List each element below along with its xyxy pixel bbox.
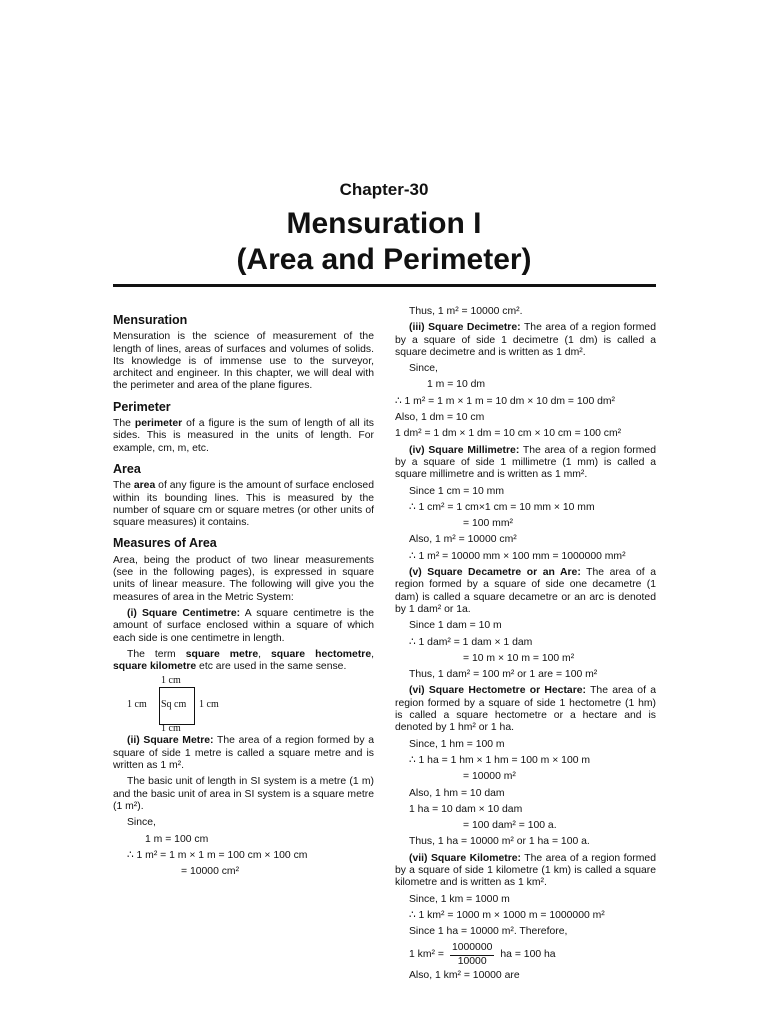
- math-line: 1 ha = 10 dam × 10 dam: [409, 803, 523, 815]
- heading-perimeter: Perimeter: [113, 399, 171, 414]
- math-line: Also, 1 dm = 10 cm: [395, 412, 485, 424]
- para-measures: Area, being the product of two linear measurements (see in the following pages), is expressed in square units of linear measure. The following will give you the measures of area in the Metric System:: [113, 554, 374, 603]
- math-line: ∴ 1 m² = 10000 mm × 100 mm = 1000000 mm²: [409, 550, 626, 562]
- diagram-label-inside: Sq cm: [161, 699, 187, 711]
- math-line: ∴ 1 cm² = 1 cm×1 cm = 10 mm × 10 mm: [409, 501, 595, 513]
- math-line: Since,: [127, 817, 156, 829]
- para-area: The area of any figure is the amount of surface enclosed within its bounding lines. This is measured by the number of square cm or square metres (or other units of square measures) it contains.: [113, 480, 374, 529]
- math-line: Since 1 ha = 10000 m². Therefore,: [409, 926, 568, 938]
- math-line: ∴ 1 m² = 1 m × 1 m = 100 cm × 100 cm: [127, 849, 308, 861]
- math-line: = 100 mm²: [463, 518, 513, 530]
- chapter-number: Chapter-30: [339, 180, 429, 199]
- math-line: Since, 1 km = 1000 m: [409, 893, 510, 905]
- math-line: 1 dm² = 1 dm × 1 dm = 10 cm × 10 cm = 100 cm²: [395, 428, 622, 440]
- fraction-suffix: ha = 100 ha: [500, 949, 556, 961]
- math-line: Also, 1 hm = 10 dam: [409, 787, 505, 799]
- math-line: ∴ 1 ha = 1 hm × 1 hm = 100 m × 100 m: [409, 754, 591, 766]
- diagram-label-left: 1 cm: [127, 699, 147, 711]
- fraction-numerator: 1000000: [450, 942, 494, 955]
- math-line: 1 m = 10 dm: [427, 379, 486, 391]
- math-line: Thus, 1 ha = 10000 m² or 1 ha = 100 a.: [409, 836, 590, 848]
- math-line: = 10000 cm²: [181, 866, 240, 878]
- chapter-title-line2: (Area and Perimeter): [236, 243, 532, 276]
- diagram-label-bottom: 1 cm: [161, 723, 181, 735]
- para-square-centimetre: (i) Square Centimetre: A square centimetre is the amount of surface enclosed within a square of which each side is one centimetre in length.: [113, 607, 374, 644]
- fraction-denominator: 10000: [457, 955, 487, 967]
- math-line: Since 1 cm = 10 mm: [409, 485, 504, 497]
- math-line: Also, 1 km² = 10000 are: [409, 970, 520, 982]
- math-line: = 10 m × 10 m = 100 m²: [463, 652, 575, 664]
- math-line: Also, 1 m² = 10000 cm²: [409, 534, 517, 546]
- para-square-hectometre: (vi) Square Hectometre or Hectare: The area of a region formed by a square of side 1 hectometre (1 hm) is called a square hectometre or a hectare and is denoted by 1 hm² or 1 ha.: [395, 685, 656, 734]
- math-line: Thus, 1 dam² = 100 m² or 1 are = 100 m²: [409, 669, 598, 681]
- left-column: [113, 306, 374, 882]
- math-line: = 10000 m²: [463, 771, 516, 783]
- fraction: [450, 942, 494, 968]
- para-mensuration: Mensuration is the science of measurement of the length of lines, areas of surfaces and volumes of solids. Its knowledge is of immense use to the surveyor, architect and engineer. In this chapter, we will deal with the perimeter and area of the plane figures.: [113, 331, 374, 392]
- right-column: [395, 306, 656, 986]
- math-line: ∴ 1 m² = 1 m × 1 m = 10 dm × 10 dm = 100 dm²: [395, 395, 616, 407]
- para-square-kilometre: (vii) Square Kilometre: The area of a region formed by a square of side 1 kilometre (1 km) is called a square kilometre and is written as 1 km².: [395, 852, 656, 889]
- para-square-millimetre: (iv) Square Millimetre: The area of a region formed by a square of side 1 millimetre (1 mm) is called a square millimetre and is written as 1 mm².: [395, 444, 656, 481]
- title-rule: [113, 284, 656, 287]
- fraction-line: [409, 942, 656, 968]
- math-line: Since,: [409, 363, 438, 375]
- chapter-title-line1: Mensuration I: [286, 207, 482, 240]
- math-line: Since 1 dam = 10 m: [409, 620, 502, 632]
- heading-mensuration: Mensuration: [113, 313, 188, 327]
- math-line: ∴ 1 km² = 1000 m × 1000 m = 1000000 m²: [409, 909, 605, 921]
- chapter-title: [0, 206, 768, 278]
- para-square-decimetre: (iii) Square Decimetre: The area of a region formed by a square of side 1 decimetre (1 dm) is called a square decimetre and is written as 1 dm².: [395, 322, 656, 358]
- math-line: = 100 dam² = 100 a.: [463, 820, 557, 832]
- fraction-prefix: 1 km² =: [409, 949, 444, 961]
- diagram-label-right: 1 cm: [199, 699, 219, 711]
- math-line: 1 m = 100 cm: [145, 833, 209, 845]
- para-term: The term square metre, square hectometre, square kilometre etc are used in the same sense.: [113, 648, 375, 673]
- math-line: Thus, 1 m² = 10000 cm².: [409, 306, 523, 317]
- para-perimeter: The perimeter of a figure is the sum of length of all its sides. This is measured in the units of length. For example, cm, m, etc.: [113, 418, 375, 454]
- square-cm-diagram: [113, 677, 374, 733]
- para-square-metre: (ii) Square Metre: The area of a region formed by a square of side 1 metre is called a square metre and is written as 1 m².: [113, 735, 375, 772]
- heading-measures-of-area: Measures of Area: [113, 536, 217, 551]
- heading-area: Area: [113, 461, 141, 476]
- para-basic-unit: The basic unit of length in SI system is a metre (1 m) and the basic unit of area in SI system is a square metre (1 m²).: [113, 776, 374, 812]
- math-line: ∴ 1 dam² = 1 dam × 1 dam: [409, 636, 533, 648]
- para-square-decametre: (v) Square Decametre or an Are: The area of a region formed by a square of side one decametre (1 dam) is called a square decametre or an arc is denoted by 1 dam² or 1a.: [395, 567, 656, 615]
- diagram-label-top: 1 cm: [161, 675, 181, 687]
- math-line: Since, 1 hm = 100 m: [409, 738, 505, 750]
